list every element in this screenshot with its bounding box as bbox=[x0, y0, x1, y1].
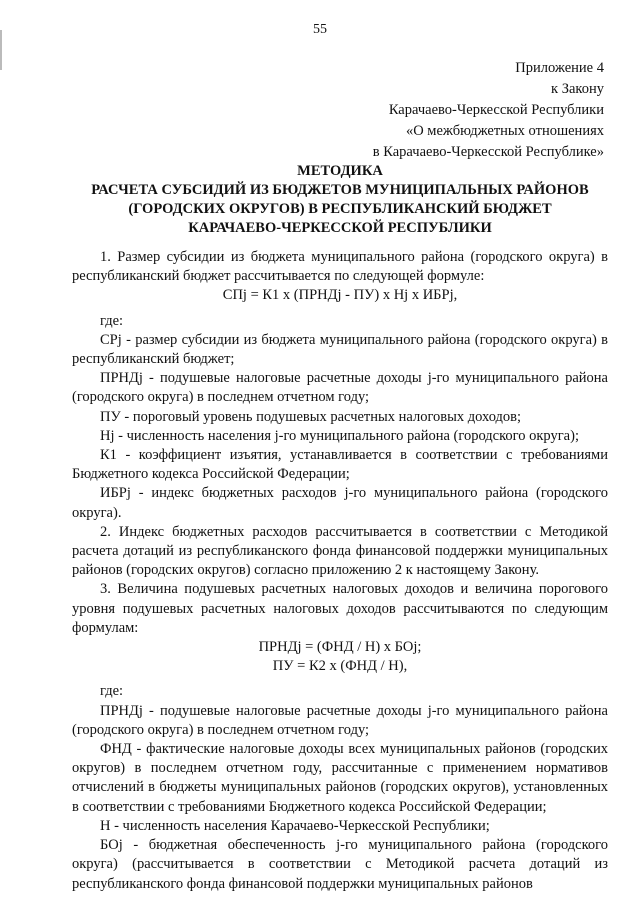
where-label: где: bbox=[100, 312, 124, 329]
appendix-line: к Закону bbox=[551, 81, 604, 97]
paragraph-2: 2. Индекс бюджетных расходов рассчитывается в соответствии с Методикой расчета дотаций из республиканского фонда финансовой поддержки муниципальных районов (городских округов) согласно приложению 2 к настоящему Закону. bbox=[72, 523, 608, 579]
page-number: 55 bbox=[313, 22, 327, 37]
appendix-line: в Карачаево-Черкесской Республике» bbox=[372, 144, 604, 160]
definition-item: ПУ - пороговый уровень подушевых расчетных налоговых доходов; bbox=[100, 408, 522, 425]
paragraph-3: 3. Величина подушевых расчетных налоговых доходов и величина порогового уровня подушевых расчетных налоговых доходов рассчитываются по следующим формулам: bbox=[72, 581, 608, 636]
appendix-header bbox=[373, 58, 604, 163]
definition-item: Н - численность населения Карачаево-Черкесской Республики; bbox=[100, 817, 490, 834]
document-title bbox=[60, 162, 620, 238]
definition-item: Нj - численность населения j-го муниципального района (городского округа); bbox=[100, 427, 579, 444]
formula-prnd: ПРНДj = (ФНД / Н) х БОj; bbox=[258, 639, 422, 656]
definition-item: СРj - размер субсидии из бюджета муниципального района (городского округа) в республиканский бюджет; bbox=[72, 331, 608, 368]
document-body bbox=[72, 248, 608, 894]
definition-item: ФНД - фактические налоговые доходы всех муниципальных районов (городских округов) в последнем отчетном году, рассчитанные с применением нормативов отчислений в бюджеты муниципальных районов (городских округов), установленных в соответствии с требованиями Бюджетного кодекса Российской Федерации; bbox=[72, 741, 608, 815]
appendix-line: Приложение 4 bbox=[515, 60, 604, 76]
definition-item: К1 - коэффициент изъятия, устанавливается в соответствии с требованиями Бюджетного кодекса Российской Федерации; bbox=[72, 447, 608, 483]
appendix-line: Карачаево-Черкесской Республики bbox=[388, 102, 604, 118]
definition-item: БОj - бюджетная обеспеченность j-го муниципального района (городского округа) (рассчитывается в соответствии с Методикой расчета дотаций из республиканского фонда финансовой поддержки муниципальных районов bbox=[72, 837, 608, 892]
formula-subsidy: СПj = К1 х (ПРНДj - ПУ) х Нj х ИБРj, bbox=[222, 287, 458, 304]
appendix-line: «О межбюджетных отношениях bbox=[405, 123, 604, 139]
formula-pu: ПУ = К2 х (ФНД / Н), bbox=[272, 658, 408, 675]
title-line: (ГОРОДСКИХ ОКРУГОВ) В РЕСПУБЛИКАНСКИЙ БЮДЖЕТ bbox=[128, 201, 552, 217]
title-line: МЕТОДИКА bbox=[297, 163, 383, 179]
definition-item: ПРНДj - подушевые налоговые расчетные доходы j-го муниципального района (городского округа) в последнем отчетном году; bbox=[72, 370, 608, 406]
title-line: КАРАЧАЕВО-ЧЕРКЕССКОЙ РЕСПУБЛИКИ bbox=[188, 220, 492, 236]
paragraph-1: 1. Размер субсидии из бюджета муниципального района (городского округа) в республиканский бюджет рассчитывается по следующей формуле: bbox=[72, 249, 608, 285]
definition-item: ПРНДj - подушевые налоговые расчетные доходы j-го муниципального района (городского округа) в последнем отчетном году; bbox=[72, 702, 608, 738]
where-label: где: bbox=[100, 683, 124, 700]
title-line: РАСЧЕТА СУБСИДИЙ ИЗ БЮДЖЕТОВ МУНИЦИПАЛЬНЫХ РАЙОНОВ bbox=[91, 182, 589, 198]
definition-item: ИБРj - индекс бюджетных расходов j-го муниципального района (городского округа). bbox=[72, 485, 608, 521]
